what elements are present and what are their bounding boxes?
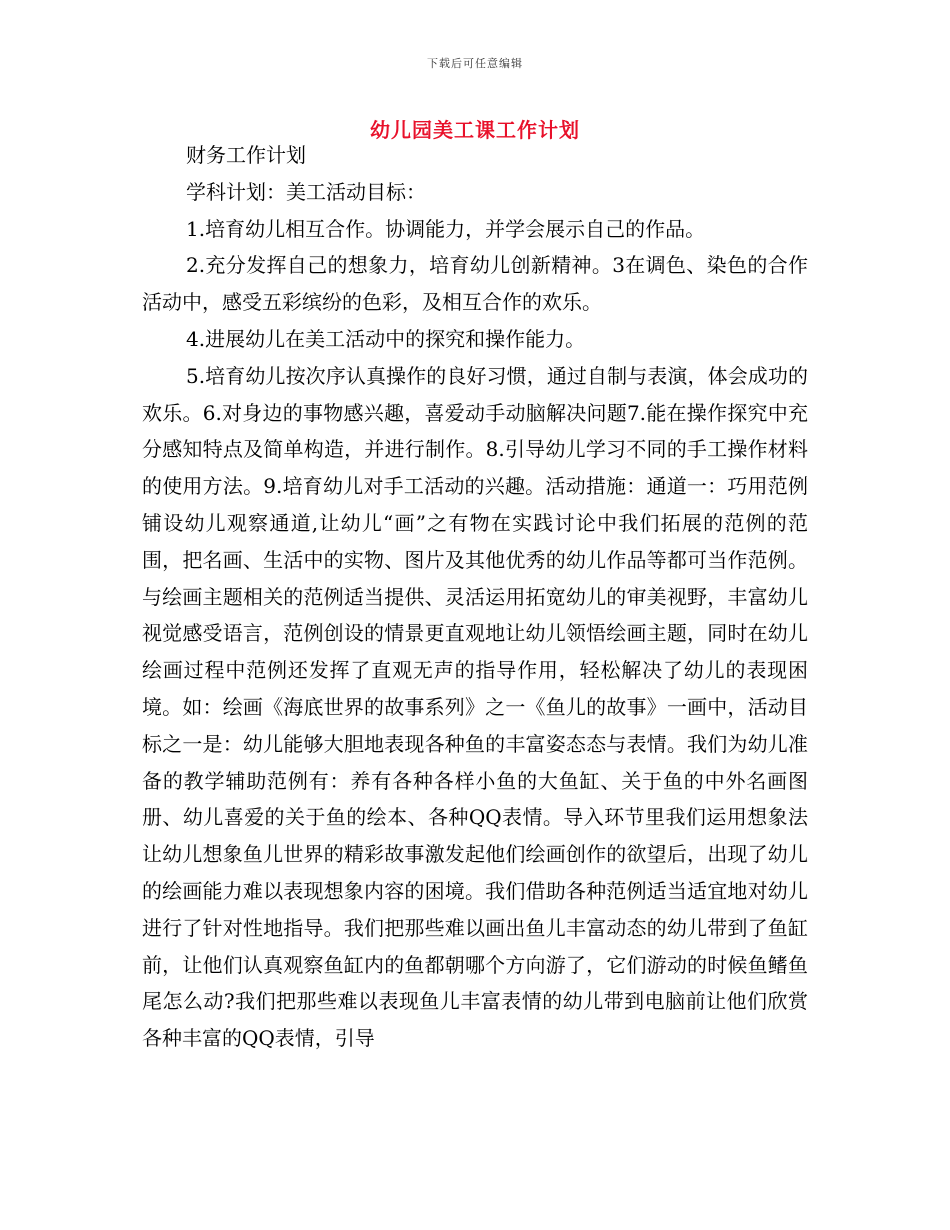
paragraph: 1.培育幼儿相互合作。协调能力，并学会展示自己的作品。 bbox=[186, 216, 706, 241]
paragraph: 财务工作计划 bbox=[186, 143, 306, 167]
paragraph: 学科计划：美工活动目标： bbox=[186, 179, 426, 204]
document-title: 幼儿园美工课工作计划 bbox=[370, 118, 580, 142]
paragraph: 4.进展幼儿在美工活动中的探究和操作能力。 bbox=[186, 326, 586, 351]
paragraph: 5.培育幼儿按次序认真操作的良好习惯，通过自制与表演，体会成功的欢乐。6.对身边的事物感兴趣，喜爱动手动脑解决问题7.能在操作探究中充分感知特点及简单构造，并进行制作。8.引导幼儿学习不同的手工操作材料的使用方法。9.培育幼儿对手工活动的兴趣。活动措施：通道一：巧用范例铺设幼儿观察通道,让幼儿“画”之有物在实践讨论中我们拓展的范例的范围，把名画、生活中的实物、图片及其他优秀的幼儿作品等都可当作范例。与绘画主题相关的范例适当提供、灵活运用拓宽幼儿的审美视野，丰富幼儿视觉感受语言，范例创设的情景更直观地让幼儿领悟绘画主题，同时在幼儿绘画过程中范例还发挥了直观无声的指导作用，轻松解决了幼儿的表现困境。如：绘画《海底世界的故事系列》之一《鱼儿的故事》一画中，活动目标之一是：幼儿能够大胆地表现各种鱼的丰富姿态态与表情。我们为幼儿准备的教学辅助范例有：养有各种各样小鱼的大鱼缸、关于鱼的中外名画图册、幼儿喜爱的关于鱼的绘本、各种QQ表情。导入环节里我们运用想象法让幼儿想象鱼儿世界的精彩故事激发起他们绘画创作的欲望后，出现了幼儿的绘画能力难以表现想象内容的困境。我们借助各种范例适当适宜地对幼儿进行了针对性地指导。我们把那些难以画出鱼儿丰富动态的幼儿带到了鱼缸前，让他们认真观察鱼缸内的鱼都朝哪个方向游了，它们游动的时候鱼鳍鱼尾怎么动?我们把那些难以表现鱼儿丰富表情的幼儿带到电脑前让他们欣赏各种丰富的QQ表情，引导 bbox=[142, 363, 808, 1051]
header-note: 下载后可任意编辑 bbox=[427, 57, 523, 70]
paragraph: 2.充分发挥自己的想象力，培育幼儿创新精神。3在调色、染色的合作活动中，感受五彩缤纷的色彩，及相互合作的欢乐。 bbox=[142, 253, 808, 315]
document-body bbox=[142, 137, 808, 1057]
